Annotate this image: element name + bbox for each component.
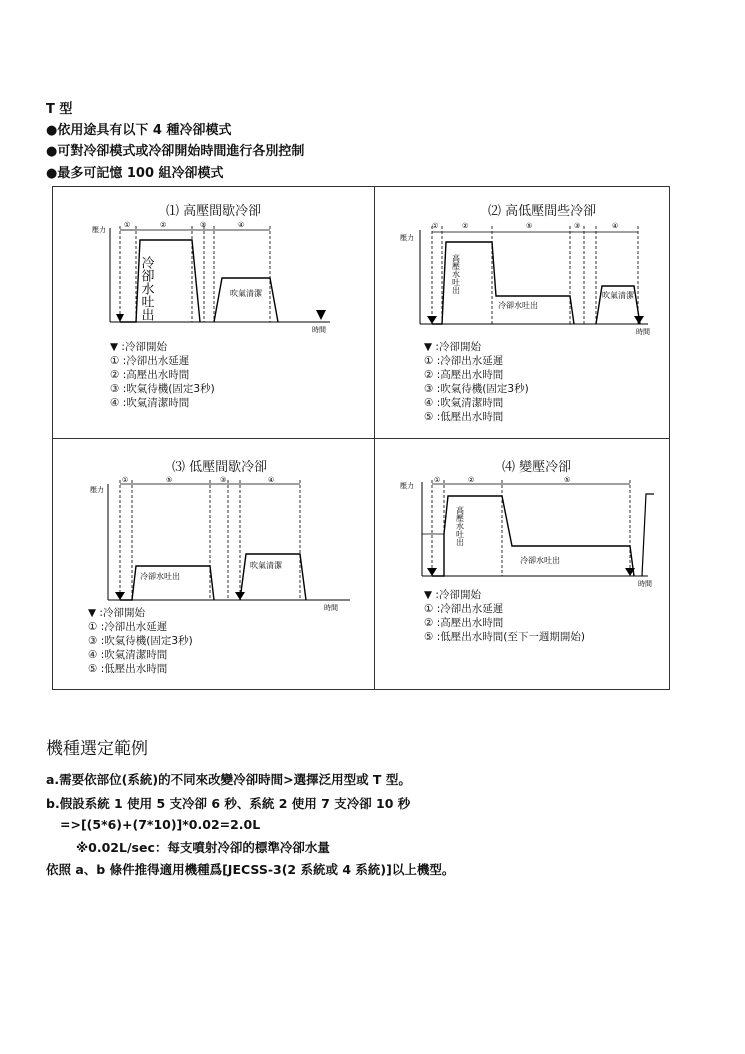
mark-2: ②: [462, 222, 469, 230]
feature-bullet: ●最多可記憶 100 組冷卻模式: [46, 166, 224, 181]
legend-item: ② :高壓出水時間: [424, 369, 504, 381]
start-marker: [115, 592, 125, 600]
mark-2: ②: [468, 476, 475, 484]
legend-item: ① :冷卻出水延遲: [424, 355, 504, 367]
panel-2-diagram: [398, 218, 660, 336]
legend-item: ⑤ :低壓出水時間: [424, 411, 504, 423]
air-label: 吹氣清潔: [602, 291, 634, 300]
panel-4-legend: [424, 588, 585, 644]
y-axis-label: 壓力: [92, 226, 106, 234]
air-label: 吹氣清潔: [230, 289, 262, 298]
y-axis-label: 壓力: [90, 486, 104, 494]
feature-bullet: ●依用途具有以下 4 種冷卻模式: [46, 123, 232, 138]
start-marker: [235, 592, 245, 600]
water-label: 冷卻水吐出: [520, 556, 560, 565]
type-title: T 型: [46, 102, 73, 117]
mark-2: ②: [160, 221, 167, 229]
panel-2-title: ⑵ 高低壓間些冷卻: [488, 204, 597, 219]
start-marker: [116, 314, 124, 322]
mark-1: ①: [124, 221, 131, 229]
start-marker: [427, 568, 437, 576]
legend-item: ④ :吹氣清潔時間: [110, 397, 190, 409]
start-marker: [634, 316, 644, 324]
y-axis-label: 壓力: [400, 482, 414, 490]
panel-1-legend: [110, 340, 215, 410]
mark-1: ①: [432, 222, 439, 230]
panel-1-title: ⑴ 高壓間歇冷卻: [166, 204, 262, 219]
legend-item: ④ :吹氣清潔時間: [424, 397, 504, 409]
panel-2-legend: [424, 340, 529, 424]
start-marker: [427, 316, 437, 324]
mark-4: ④: [268, 476, 275, 484]
mark-3: ③: [200, 221, 207, 229]
mark-5: ⑤: [564, 476, 571, 484]
start-marker: [316, 310, 326, 320]
x-axis-label: 時間: [324, 604, 338, 612]
high-pressure-label: 高壓水吐出: [455, 506, 465, 546]
mark-3: ③: [574, 222, 581, 230]
x-axis-label: 時間: [312, 326, 326, 334]
water-label: 冷卻水吐出: [140, 572, 180, 581]
legend-item: ③ :吹氣待機(固定3秒): [110, 383, 215, 395]
panel-3-legend: [88, 606, 193, 676]
y-axis-label: 壓力: [400, 234, 414, 242]
mark-4: ④: [238, 221, 245, 229]
legend-item: ▼ :冷卻開始: [424, 341, 481, 353]
example-line: b.假設系統 1 使用 5 支冷卻 6 秒、系統 2 使用 7 支冷卻 10 秒: [46, 796, 411, 811]
mark-4: ④: [612, 222, 619, 230]
mark-5: ⑤: [526, 222, 533, 230]
legend-item: ① :冷卻出水延遲: [110, 355, 190, 367]
grid-divider-horizontal: [52, 438, 670, 439]
water-label: 冷卻水吐出: [138, 256, 154, 321]
x-axis-label: 時間: [636, 328, 650, 336]
legend-item: ▼ :冷卻開始: [88, 607, 145, 619]
legend-item: ▼ :冷卻開始: [110, 341, 167, 353]
legend-item: ▼ :冷卻開始: [424, 589, 481, 601]
legend-item: ⑤ :低壓出水時間: [88, 663, 168, 675]
mark-1: ①: [122, 476, 129, 484]
legend-item: ① :冷卻出水延遲: [424, 603, 504, 615]
air-label: 吹氣清潔: [250, 561, 282, 570]
panel-3-diagram: [80, 476, 362, 612]
example-note: ※0.02L/sec：每支噴射冷卻的標準冷卻水量: [76, 840, 330, 855]
legend-item: ③ :吹氣待機(固定3秒): [424, 383, 529, 395]
feature-bullet: ●可對冷卻模式或冷卻開始時間進行各別控制: [46, 144, 305, 159]
mark-1: ①: [434, 476, 441, 484]
example-formula: =>[(5*6)+(7*10)]*0.02=2.0L: [60, 817, 261, 832]
panel-4-title: ⑷ 變壓冷卻: [502, 460, 572, 475]
panel-1-diagram: [90, 218, 350, 336]
legend-item: ③ :吹氣待機(固定3秒): [88, 635, 193, 647]
water-label: 冷卻水吐出: [498, 301, 538, 310]
panel-4-diagram: [398, 476, 664, 588]
legend-item: ④ :吹氣清潔時間: [88, 649, 168, 661]
mark-5: ⑤: [166, 476, 173, 484]
example-conclusion: 依照 a、b 條件推得適用機種爲[JECSS-3(2 系統或 4 系統)]以上機型。: [46, 862, 455, 877]
panel-3-title: ⑶ 低壓間歇冷卻: [172, 460, 268, 475]
example-title: 機種選定範例: [46, 739, 148, 759]
legend-item: ② :高壓出水時間: [110, 369, 190, 381]
legend-item: ① :冷卻出水延遲: [88, 621, 168, 633]
mark-3: ③: [220, 476, 227, 484]
high-pressure-label: 高壓水吐出: [451, 254, 461, 294]
x-axis-label: 時間: [638, 580, 652, 588]
example-line: a.需要依部位(系統)的不同來改變冷卻時間>選擇泛用型或 T 型。: [46, 772, 411, 787]
legend-item: ② :高壓出水時間: [424, 617, 504, 629]
legend-item: ⑤ :低壓出水時間(至下一週期開始): [424, 631, 585, 643]
